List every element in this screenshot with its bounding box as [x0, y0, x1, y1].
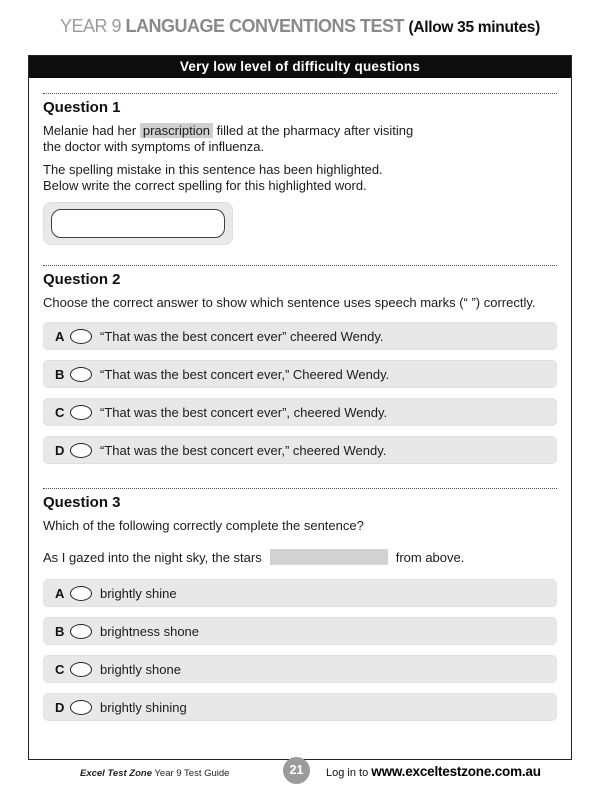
spelling-answer-input[interactable]: [51, 209, 225, 238]
question-3-heading: Question 3: [43, 494, 121, 511]
option-radio[interactable]: [70, 624, 92, 639]
option-text: brightly shining: [100, 699, 187, 715]
instruction-line-2: Below write the correct spelling for this highlighted word.: [43, 178, 367, 193]
questions-content: [29, 93, 571, 721]
option-row-a[interactable]: [43, 579, 557, 607]
option-text: “That was the best concert ever”, cheered Wendy.: [100, 404, 388, 420]
page-title: [0, 16, 600, 37]
option-text: “That was the best concert ever” cheered Wendy.: [100, 328, 384, 344]
option-radio[interactable]: [70, 329, 92, 344]
option-radio[interactable]: [70, 443, 92, 458]
option-row-d[interactable]: [43, 693, 557, 721]
option-radio[interactable]: [70, 700, 92, 715]
footer-guide-credit: [80, 768, 229, 779]
option-row-c[interactable]: [43, 398, 557, 426]
option-letter: A: [55, 585, 64, 601]
sentence-suffix: filled at the pharmacy after visiting: [213, 123, 414, 138]
title-year: YEAR 9: [60, 16, 122, 36]
title-test-name: LANGUAGE CONVENTIONS TEST: [125, 16, 404, 36]
option-row-b[interactable]: [43, 617, 557, 645]
question-1-sentence: [43, 123, 557, 155]
sentence-prefix: Melanie had her: [43, 123, 140, 138]
option-letter: D: [55, 699, 64, 715]
cloze-sentence: [43, 548, 557, 568]
spelling-answer-container: [43, 202, 233, 245]
cloze-suffix: from above.: [395, 550, 465, 565]
question-3-prompt: Which of the following correctly complete the sentence?: [43, 518, 364, 533]
footer-brand-name: Excel Test Zone: [80, 768, 152, 779]
option-text: brightly shone: [100, 661, 181, 677]
difficulty-banner: Very low level of difficulty questions: [29, 56, 571, 78]
question-3-section: [43, 488, 557, 721]
question-1-section: [43, 93, 557, 245]
option-letter: C: [55, 661, 64, 677]
question-1-instructions: [43, 162, 557, 194]
option-row-a[interactable]: [43, 322, 557, 350]
test-content-box: [28, 55, 572, 760]
option-radio[interactable]: [70, 405, 92, 420]
option-row-d[interactable]: [43, 436, 557, 464]
option-radio[interactable]: [70, 662, 92, 677]
option-letter: B: [55, 366, 64, 382]
option-text: “That was the best concert ever,” Cheered Wendy.: [100, 366, 390, 382]
option-letter: D: [55, 442, 64, 458]
option-row-b[interactable]: [43, 360, 557, 388]
cloze-prefix: As I gazed into the night sky, the stars: [43, 550, 262, 565]
footer-guide-name: Year 9 Test Guide: [151, 768, 230, 779]
option-row-c[interactable]: [43, 655, 557, 683]
option-text: “That was the best concert ever,” cheered Wendy.: [100, 442, 387, 458]
question-1-heading: Question 1: [43, 99, 121, 116]
option-text: brightness shone: [100, 623, 200, 639]
footer-login-text: Log in to: [326, 767, 372, 779]
sentence-line-2: the doctor with symptoms of influenza.: [43, 139, 265, 154]
option-text: brightly shine: [100, 585, 177, 601]
option-radio[interactable]: [70, 586, 92, 601]
option-letter: B: [55, 623, 64, 639]
option-letter: C: [55, 404, 64, 420]
question-2-section: [43, 265, 557, 464]
title-time-allowance: (Allow 35 minutes): [408, 19, 540, 36]
page-number-badge: 21: [283, 757, 310, 784]
sentence-line-1: [43, 123, 557, 139]
question-2-options: [43, 322, 557, 464]
question-2-prompt: Choose the correct answer to show which sentence uses speech marks (“ ”) correctly.: [43, 295, 536, 310]
footer-login-note: [326, 763, 541, 781]
cloze-blank-box: [270, 549, 388, 565]
question-2-heading: Question 2: [43, 271, 121, 288]
footer-website-url: www.exceltestzone.com.au: [371, 764, 541, 779]
highlighted-misspelled-word: prascription: [140, 123, 213, 138]
option-radio[interactable]: [70, 367, 92, 382]
option-letter: A: [55, 328, 64, 344]
instruction-line-1: The spelling mistake in this sentence has been highlighted.: [43, 162, 383, 177]
question-3-options: [43, 579, 557, 721]
